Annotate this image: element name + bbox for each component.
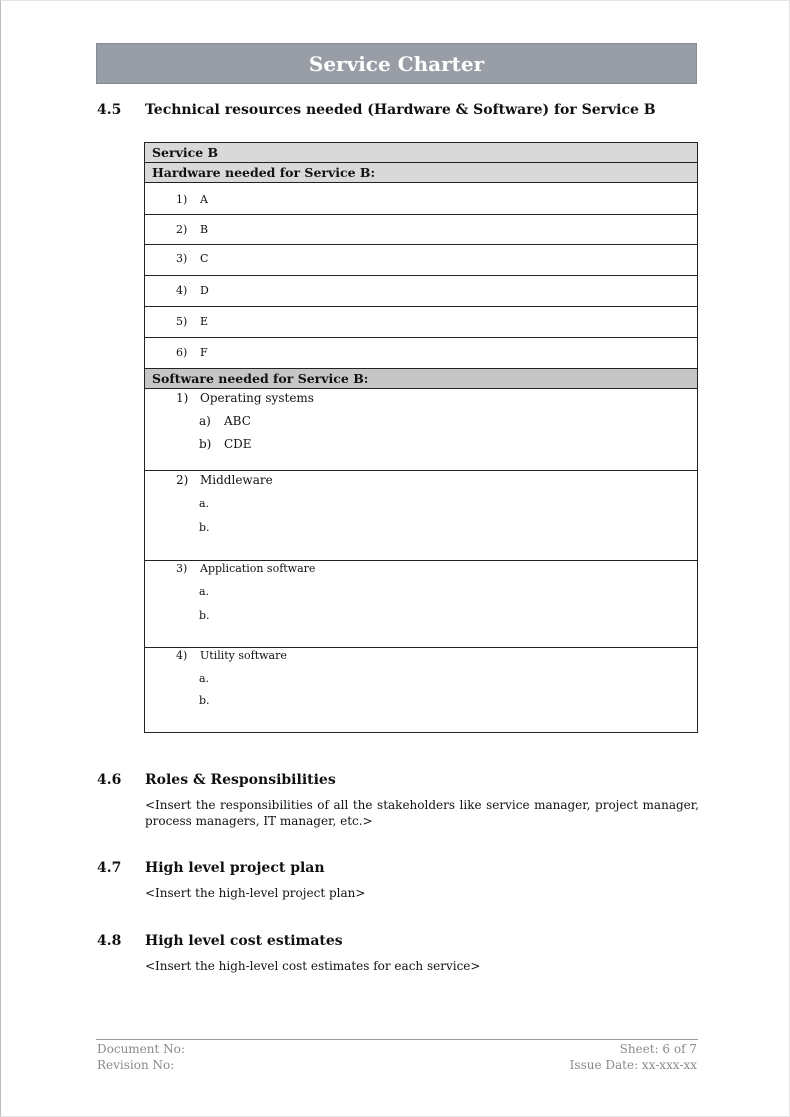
footer-divider: [96, 1039, 698, 1040]
item-number: 6): [176, 346, 188, 359]
software-row: [145, 389, 697, 471]
item-number: 3): [176, 562, 188, 575]
item-number: 2): [176, 473, 189, 487]
section-number: 4.7: [97, 860, 122, 876]
sub-item-label: CDE: [224, 437, 252, 451]
software-row: [145, 648, 697, 732]
software-header: Software needed for Service B:: [145, 369, 697, 389]
item-label: E: [200, 315, 209, 328]
sub-item-number: a.: [199, 585, 210, 598]
hardware-header: Hardware needed for Service B:: [145, 163, 697, 183]
sheet-number: Sheet: 6 of 7: [619, 1042, 697, 1056]
hardware-row: [145, 183, 697, 215]
item-number: 1): [176, 193, 188, 206]
sub-item-number: a): [199, 414, 211, 428]
hardware-row: [145, 307, 697, 338]
item-label: F: [200, 346, 208, 359]
section-body: <Insert the high-level project plan>: [145, 886, 366, 900]
item-label: Operating systems: [200, 391, 314, 405]
item-number: 4): [176, 284, 188, 297]
document-title-banner: [96, 43, 697, 84]
sub-item-number: a.: [199, 672, 210, 685]
revision-number: Revision No:: [97, 1058, 175, 1072]
section-title: Roles & Responsibilities: [145, 772, 336, 788]
section-title: High level cost estimates: [145, 933, 343, 949]
software-row: [145, 561, 697, 648]
item-label: Middleware: [200, 473, 273, 487]
document-number: Document No:: [97, 1042, 185, 1056]
item-label: B: [200, 223, 209, 236]
hardware-row: [145, 215, 697, 245]
section-body: <Insert the high-level cost estimates for each service>: [145, 959, 481, 973]
item-number: 4): [176, 649, 188, 662]
item-number: 2): [176, 223, 188, 236]
sub-item-number: b.: [199, 521, 210, 534]
section-number: 4.6: [97, 772, 122, 788]
section-number: 4.8: [97, 933, 122, 949]
sub-item-number: b.: [199, 694, 210, 707]
sub-item-number: b.: [199, 609, 210, 622]
item-label: A: [200, 193, 208, 206]
section-title: High level project plan: [145, 860, 325, 876]
issue-date: Issue Date: xx-xxx-xx: [569, 1058, 697, 1072]
sub-item-label: ABC: [224, 414, 251, 428]
item-label: C: [200, 252, 209, 265]
sub-item-number: b): [199, 437, 212, 451]
item-number: 1): [176, 391, 189, 405]
document-title: Service Charter: [308, 51, 485, 76]
item-label: Application software: [200, 562, 316, 575]
section-title: Technical resources needed (Hardware & Software) for Service B: [145, 102, 656, 118]
section-body: <Insert the responsibilities of all the stakeholders like service manager, project manager, process managers, IT manager, etc.>: [145, 798, 699, 828]
item-label: D: [200, 284, 209, 297]
item-number: 3): [176, 252, 188, 265]
item-label: Utility software: [200, 649, 287, 662]
item-number: 5): [176, 315, 188, 328]
hardware-row: [145, 245, 697, 276]
sub-item-number: a.: [199, 497, 210, 510]
section-number: 4.5: [97, 102, 122, 118]
table-header: Service B: [145, 143, 697, 163]
hardware-row: [145, 276, 697, 307]
hardware-row: [145, 338, 697, 369]
resources-table: [144, 142, 698, 733]
software-row: [145, 471, 697, 561]
